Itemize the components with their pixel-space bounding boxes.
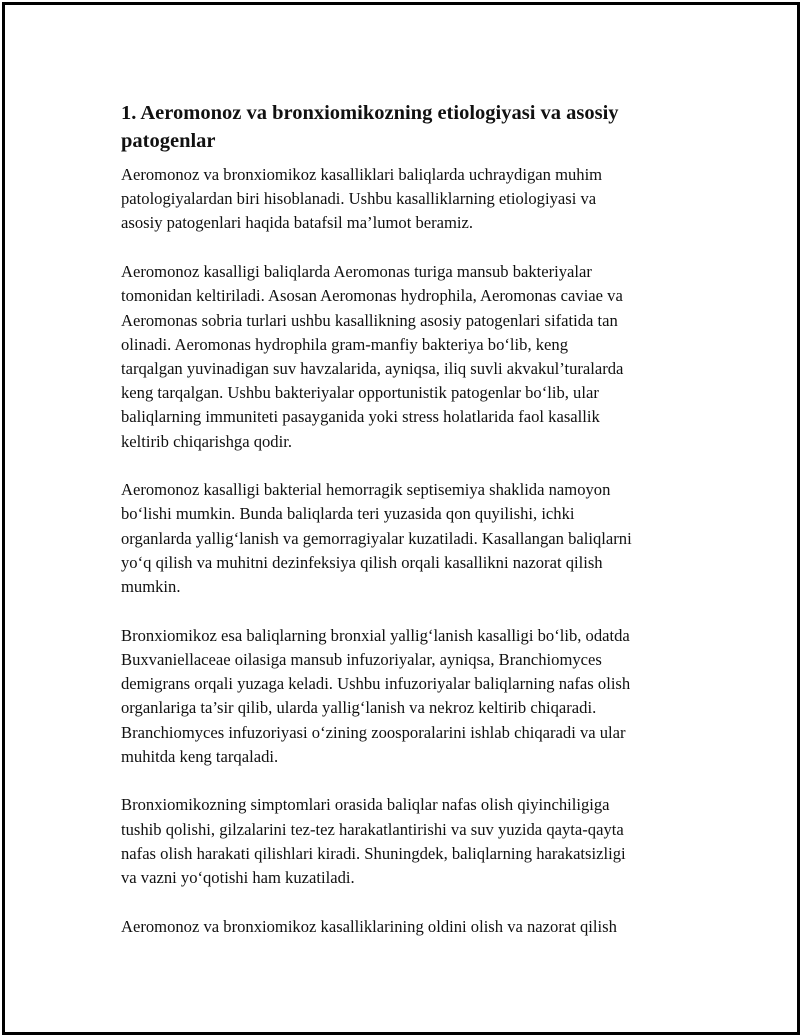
page-border [2,2,800,1035]
paragraph-aeromonoz-cause: Aeromonoz kasalligi baliqlarda Aeromonas turiga mansub bakteriyalar tomonidan keltiriladi. Asosan Aeromonas hydrophila, Aeromonas caviae va Aeromonas sobria turlari ushbu kasallikning asosiy patogenlari sifatida tan olinadi. Aeromonas hydrophila gram-manfiy bakteriya bo‘lib, keng tarqalgan yuvinadigan suv havzalarida, ayniqsa, iliq suvli akvakul’turalarda keng tarqalgan. Ushbu bakteriyalar opportunistik patogenlar bo‘lib, ular baliqlarning immuniteti pasayganida yoki stress holatlarida faol kasallik keltirib chiqarishga qodir. [121,262,624,451]
paragraph-prevention: Aeromonoz va bronxiomikoz kasalliklarining oldini olish va nazorat qilish [121,916,617,936]
paragraph-bronxiomikoz-cause: Bronxiomikoz esa baliqlarning bronxial yallig‘lanish kasalligi bo‘lib, odatda Buxvaniellaceae oilasiga mansub infuzoriyalar, ayniqsa, Branchiomyces demigrans orqali yuzaga keladi. Ushbu infuzoriyalar baliqlarning nafas olish organlariga ta’sir qilib, ularda yallig‘lanish va nekroz keltirib chiqaradi. Branchiomyces infuzoriyasi o‘zining zoosporalarini ishlab chiqaradi va ular muhitda keng tarqaladi. [121,625,631,766]
document-body [121,97,693,939]
section-heading: 1. Aeromonoz va bronxiomikozning etiologiyasi va asosiy patogenlar [121,102,619,152]
paragraph-aeromonoz-symptoms: Aeromonoz kasalligi bakterial hemorragik septisemiya shaklida namoyon bo‘lishi mumkin. Bunda baliqlarda teri yuzasida qon quyilishi, ichki organlarda yallig‘lanish va gemorragiyalar kuzatiladi. Kasallangan baliqlarni yo‘q qilish va muhitni dezinfeksiya qilish orqali kasallikni nazorat qilish mumkin. [121,480,632,597]
paragraph-bronxiomikoz-symptoms: Bronxiomikozning simptomlari orasida baliqlar nafas olish qiyinchiligiga tushib qolishi, gilzalarini tez-tez harakatlantirishi va suv yuzida qayta-qayta nafas olish harakati qilishlari kiradi. Shuningdek, baliqlarning harakatsizligi va vazni yo‘qotishi ham kuzatiladi. [121,795,626,888]
paragraph-intro: Aeromonoz va bronxiomikoz kasalliklari baliqlarda uchraydigan muhim patologiyalardan biri hisoblanadi. Ushbu kasalliklarning etiologiyasi va asosiy patogenlari haqida batafsil ma’lumot beramiz. [121,165,603,233]
